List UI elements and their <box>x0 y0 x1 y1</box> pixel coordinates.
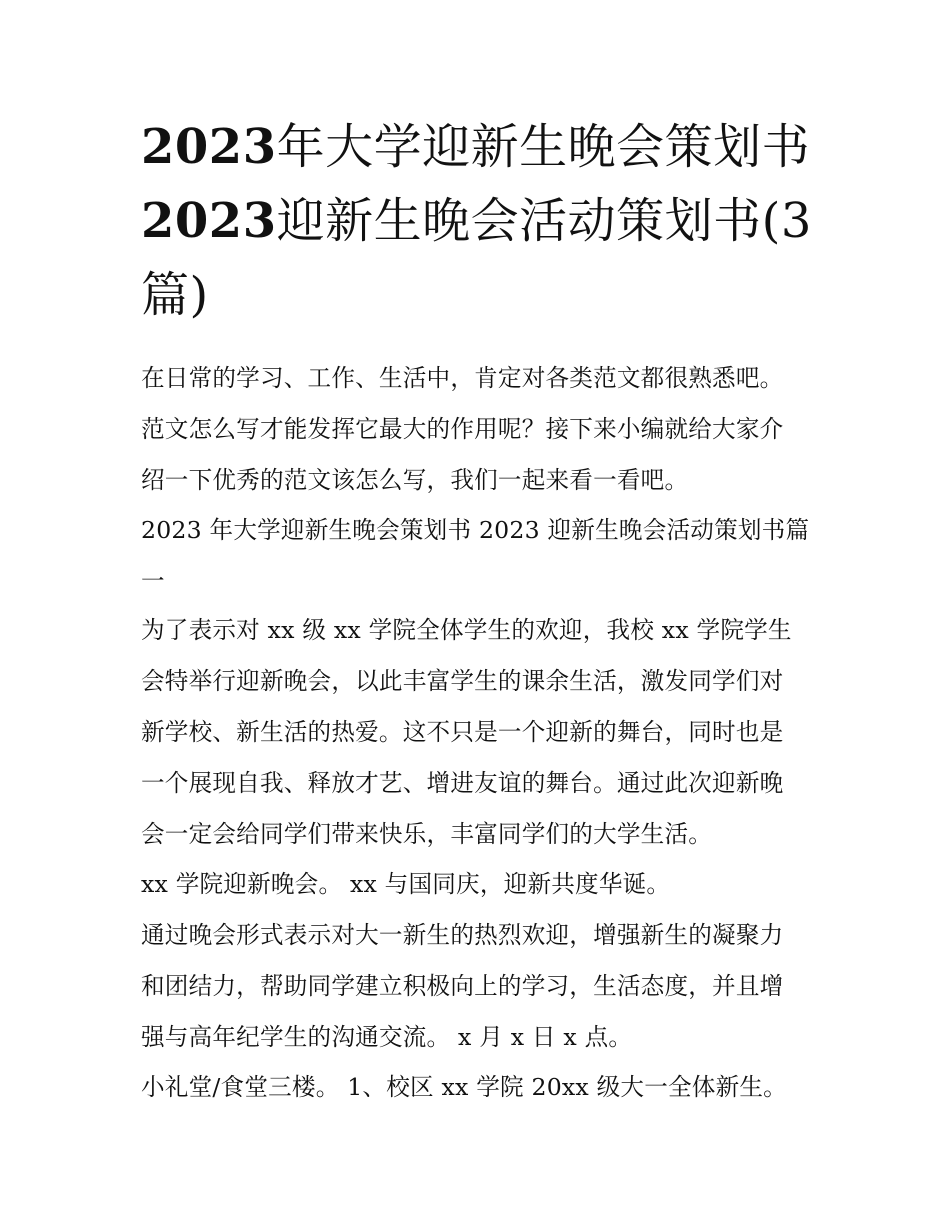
text-line: 2023 年大学迎新生晚会策划书 2023 迎新生晚会活动策划书篇 <box>141 516 810 544</box>
title-line-2 <box>141 184 813 258</box>
title-text-1: 年大学迎新生晚会策划书 <box>276 119 811 175</box>
text-line: 新学校、新生活的热爱。这不只是一个迎新的舞台，同时也是 <box>141 718 784 746</box>
text-line: 为了表示对 xx 级 xx 学院全体学生的欢迎，我校 xx 学院学生 <box>141 616 792 644</box>
title-line-3 <box>141 258 813 332</box>
text-line: 在日常的学习、工作、生活中，肯定对各类范文都很熟悉吧。 <box>141 364 784 392</box>
document-page <box>141 0 813 1229</box>
title-year-2: 2023 <box>141 193 277 249</box>
text-line: 通过晚会形式表示对大一新生的热烈欢迎，增强新生的凝聚力 <box>141 921 784 949</box>
text-line: 会特举行迎新晚会，以此丰富学生的课余生活，激发同学们对 <box>141 667 784 695</box>
text-line: 范文怎么写才能发挥它最大的作用呢？接下来小编就给大家介 <box>141 415 784 443</box>
aim-paragraph <box>141 910 813 1063</box>
text-line: 一个展现自我、释放才艺、增进友谊的舞台。通过此次迎新晚 <box>141 769 784 797</box>
title-line-1 <box>141 110 813 184</box>
title-year-1: 2023 <box>141 119 277 175</box>
document-title <box>141 110 813 332</box>
purpose-paragraph <box>141 605 813 860</box>
text-line: 小礼堂/食堂三楼。 1、校区 xx 学院 20xx 级大一全体新生。 <box>141 1073 787 1101</box>
title-text-3: 篇) <box>141 267 209 323</box>
text-line: 绍一下优秀的范文该怎么写，我们一起来看一看吧。 <box>141 466 689 494</box>
section-heading-paragraph <box>141 505 813 607</box>
theme-paragraph <box>141 859 813 910</box>
place-paragraph <box>141 1062 813 1113</box>
text-line: 一 <box>141 567 165 595</box>
text-line: xx 学院迎新晚会。 xx 与国同庆，迎新共度华诞。 <box>141 870 671 898</box>
title-text-2: 迎新生晚会活动策划书(3 <box>276 193 812 249</box>
text-line: 和团结力，帮助同学建立积极向上的学习，生活态度，并且增 <box>141 972 784 1000</box>
intro-paragraph <box>141 353 813 506</box>
text-line: 会一定会给同学们带来快乐，丰富同学们的大学生活。 <box>141 820 713 848</box>
text-line: 强与高年纪学生的沟通交流。 x 月 x 日 x 点。 <box>141 1023 633 1051</box>
